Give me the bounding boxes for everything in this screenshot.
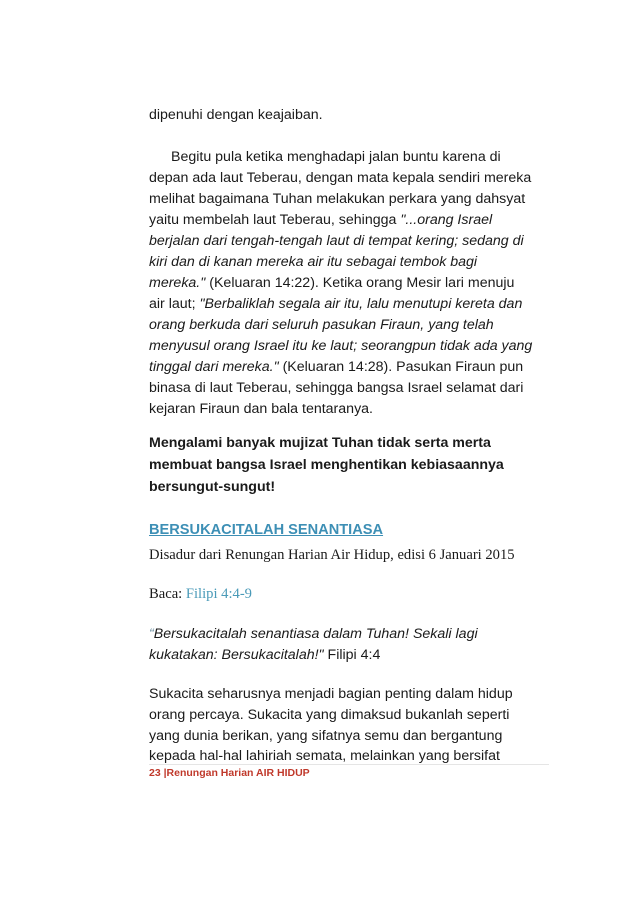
scripture-quote: berjalan dari tengah-tengah laut di tempat kering; sedang di bbox=[149, 233, 524, 249]
paragraph-line: binasa di laut Teberau, sehingga bangsa Israel selamat dari bbox=[149, 380, 524, 396]
scripture-quote: orang berkuda dari seluruh pasukan Firaun, yang telah bbox=[149, 317, 494, 333]
footer-divider bbox=[149, 764, 549, 765]
paragraph-line: kejaran Firaun dan bala tentaranya. bbox=[149, 401, 373, 417]
source-note: Disadur dari Renungan Harian Air Hidup, edisi 6 Januari 2015 bbox=[149, 547, 515, 563]
key-verse: “Bersukacitalah senantiasa dalam Tuhan! Sekali lagi bbox=[149, 626, 478, 642]
paragraph-line: tinggal dari mereka." (Keluaran 14:28). Pasukan Firaun pun bbox=[149, 359, 524, 375]
emphasis-line: bersungut-sungut! bbox=[149, 479, 276, 495]
paragraph-line: melihat bagaimana Tuhan melakukan perkara yang dahsyat bbox=[149, 191, 526, 207]
scripture-quote: menyusul orang Israel itu ke laut; seorangpun tidak ada yang bbox=[149, 338, 533, 354]
emphasis-line: Mengalami banyak mujizat Tuhan tidak serta merta bbox=[149, 435, 491, 451]
scripture-quote: kiri dan di kanan mereka air itu sebagai tembok bagi bbox=[149, 254, 478, 270]
paragraph-line: Sukacita seharusnya menjadi bagian penting dalam hidup bbox=[149, 686, 513, 702]
scripture-quote: "...orang Israel bbox=[400, 212, 493, 228]
paragraph-line: air laut; "Berbaliklah segala air itu, lalu menutupi kereta dan bbox=[149, 296, 523, 312]
emphasis-line: membuat bangsa Israel menghentikan kebiasaannya bbox=[149, 457, 504, 473]
paragraph-line: dipenuhi dengan keajaiban. bbox=[149, 107, 323, 123]
paragraph-line: orang percaya. Sukacita yang dimaksud bukanlah seperti bbox=[149, 707, 510, 723]
scripture-link[interactable]: Filipi 4:4-9 bbox=[185, 586, 252, 602]
paragraph-line: yaitu membelah laut Teberau, sehingga "...orang Israel bbox=[149, 212, 493, 228]
verse-reference: Filipi 4:4 bbox=[323, 647, 381, 663]
paragraph-line: kepada hal-hal lahiriah semata, melainkan yang bersifat bbox=[149, 748, 500, 764]
paragraph-line: Begitu pula ketika menghadapi jalan buntu karena di bbox=[171, 149, 501, 165]
reading-line bbox=[149, 584, 252, 604]
paragraph-line: depan ada laut Teberau, dengan mata kepala sendiri mereka bbox=[149, 170, 532, 186]
read-label: Baca: bbox=[149, 586, 183, 602]
paragraph-line: mereka." (Keluaran 14:22). Ketika orang Mesir lari menuju bbox=[149, 275, 515, 291]
page-footer: 23 |Renungan Harian AIR HIDUP bbox=[149, 767, 310, 779]
key-verse: kukatakan: Bersukacitalah!" Filipi 4:4 bbox=[149, 647, 381, 663]
paragraph-line: yang dunia berikan, yang sifatnya semu dan bergantung bbox=[149, 728, 503, 744]
section-heading: BERSUKACITALAH SENANTIASA bbox=[149, 522, 384, 538]
